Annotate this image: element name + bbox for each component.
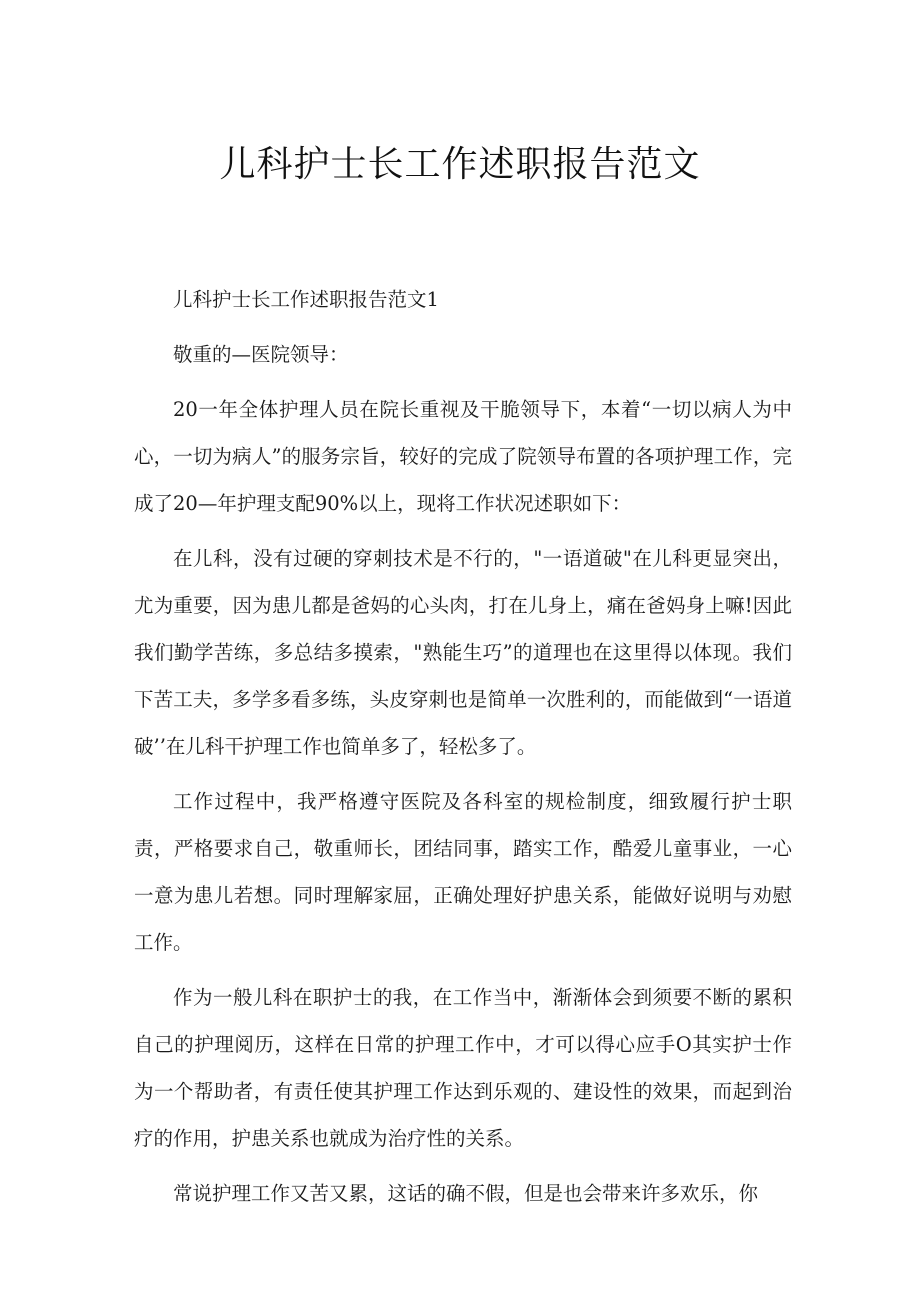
paragraph: 常说护理工作又苦又累，这话的确不假，但是也会带来许多欢乐，你 — [173, 1182, 759, 1205]
document-body — [134, 276, 792, 1225]
paragraph: 在儿科，没有过硬的穿刺技术是不行的，"一语道破"在儿科更显突出，尤为重要，因为患儿都是爸妈的心头肉，打在儿身上，痛在爸妈身上嘛!因此我们勤学苦练，多总结多摸索，"熟能生巧”的道理也在这里得以体现。我们下苦工夫，多学多看多练，头皮穿刺也是简单一次胜利的，而能做到“一语道破’’在儿科干护理工作也简单多了，轻松多了。 — [134, 547, 792, 758]
salutation: 敬重的—医院领导： — [173, 343, 349, 366]
paragraph: 工作过程中，我严格遵守医院及各科室的规检制度，细致履行护士职责，严格要求自己，敬重师长，团结同事，踏实工作，酷爱儿童事业，一心一意为患儿若想。同时理解家屈，正确处理好护患关系，能做好说明与劝慰工作。 — [134, 790, 792, 954]
document-title: 儿科护士长工作述职报告范文 — [219, 144, 701, 185]
paragraph: 作为一般儿科在职护士的我，在工作当中，渐渐体会到须要不断的累积自己的护理阅历，这样在日常的护理工作中，才可以得心应手O其实护士作为一个帮助者，有责任使其护理工作达到乐观的、建设性的效果，而起到治疗的作用，护患关系也就成为治疗性的关系。 — [134, 986, 792, 1150]
paragraph: 20一年全体护理人员在院长重视及干脆领导下，本着“一切以病人为中心，一切为病人”的服务宗旨，较好的完成了院领导布置的各项护理工作，完成了20—年护理支配90%以上，现将工作状况述职如下： — [134, 398, 792, 515]
section-heading: 儿科护士长工作述职报告范文1 — [173, 288, 439, 311]
